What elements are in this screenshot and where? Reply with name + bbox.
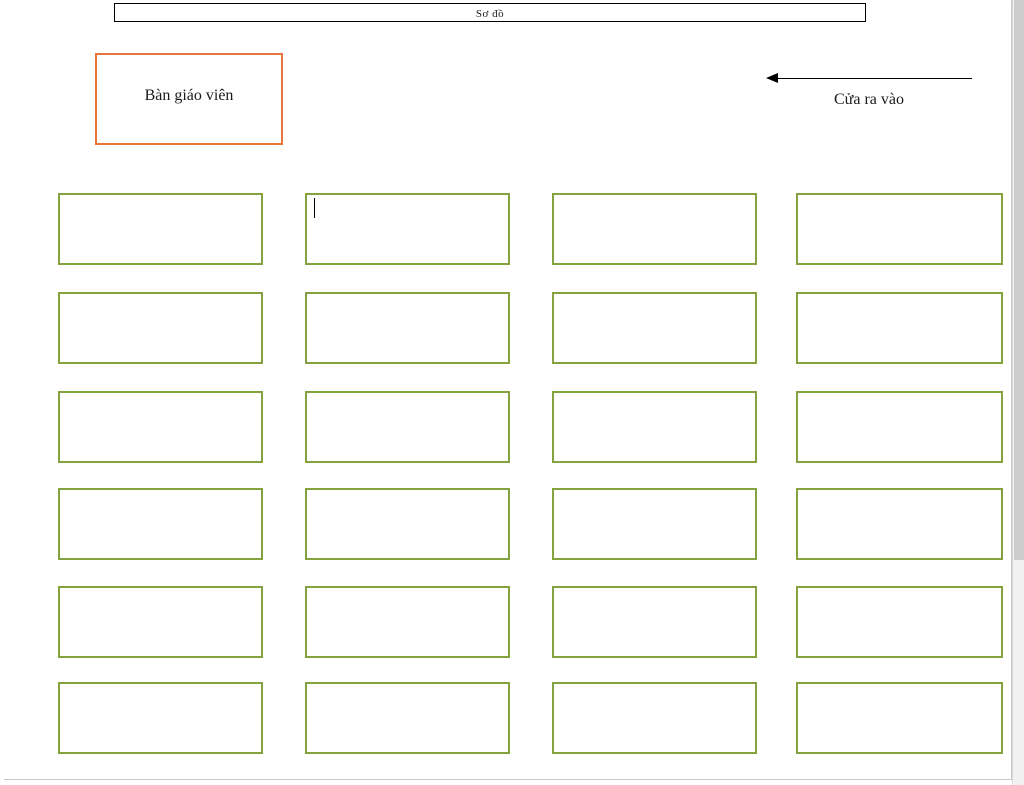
student-desk-label	[60, 684, 261, 709]
document-sheet	[4, 0, 1012, 780]
student-desk-label	[798, 195, 1001, 220]
student-desk-label	[307, 393, 508, 418]
text-caret	[314, 198, 315, 218]
student-desk[interactable]	[796, 586, 1003, 658]
student-desk-label	[307, 195, 508, 220]
student-desk[interactable]	[552, 682, 757, 754]
student-desk[interactable]	[796, 682, 1003, 754]
student-desk[interactable]	[552, 586, 757, 658]
student-desk[interactable]	[552, 292, 757, 364]
student-desk-label	[60, 294, 261, 319]
student-desk[interactable]	[58, 682, 263, 754]
student-desk-label	[60, 393, 261, 418]
student-desk-label	[798, 490, 1001, 515]
student-desk-label	[798, 588, 1001, 613]
student-desk-label	[798, 294, 1001, 319]
student-desk-label	[798, 393, 1001, 418]
student-desk[interactable]	[305, 488, 510, 560]
student-desk-label	[307, 588, 508, 613]
student-desk-label	[307, 294, 508, 319]
student-desk[interactable]	[796, 391, 1003, 463]
student-desk[interactable]	[305, 682, 510, 754]
student-desk-label	[307, 684, 508, 709]
student-desk-label	[554, 684, 755, 709]
seating-grid	[4, 0, 1012, 780]
student-desk-label	[60, 490, 261, 515]
student-desk[interactable]	[552, 193, 757, 265]
student-desk-label	[554, 195, 755, 220]
student-desk-label	[60, 195, 261, 220]
student-desk[interactable]	[796, 193, 1003, 265]
student-desk[interactable]	[796, 292, 1003, 364]
student-desk[interactable]	[58, 193, 263, 265]
student-desk[interactable]	[305, 586, 510, 658]
student-desk[interactable]	[58, 586, 263, 658]
student-desk[interactable]	[58, 488, 263, 560]
student-desk-label	[798, 684, 1001, 709]
student-desk-label	[554, 490, 755, 515]
student-desk[interactable]	[58, 292, 263, 364]
door-label: Cửa ra vào	[834, 91, 904, 108]
student-desk-label	[554, 294, 755, 319]
student-desk[interactable]	[305, 193, 510, 265]
board-bar-label: Sơ đồ	[475, 8, 505, 20]
student-desk-label	[554, 588, 755, 613]
student-desk[interactable]	[552, 488, 757, 560]
vertical-scrollbar[interactable]	[1012, 0, 1024, 785]
student-desk-label	[307, 490, 508, 515]
scrollbar-thumb[interactable]	[1014, 0, 1024, 560]
student-desk-label	[60, 588, 261, 613]
student-desk[interactable]	[305, 292, 510, 364]
student-desk[interactable]	[796, 488, 1003, 560]
teacher-desk-label: Bàn giáo viên	[144, 87, 234, 104]
student-desk[interactable]	[552, 391, 757, 463]
student-desk-label	[554, 393, 755, 418]
student-desk[interactable]	[305, 391, 510, 463]
student-desk[interactable]	[58, 391, 263, 463]
